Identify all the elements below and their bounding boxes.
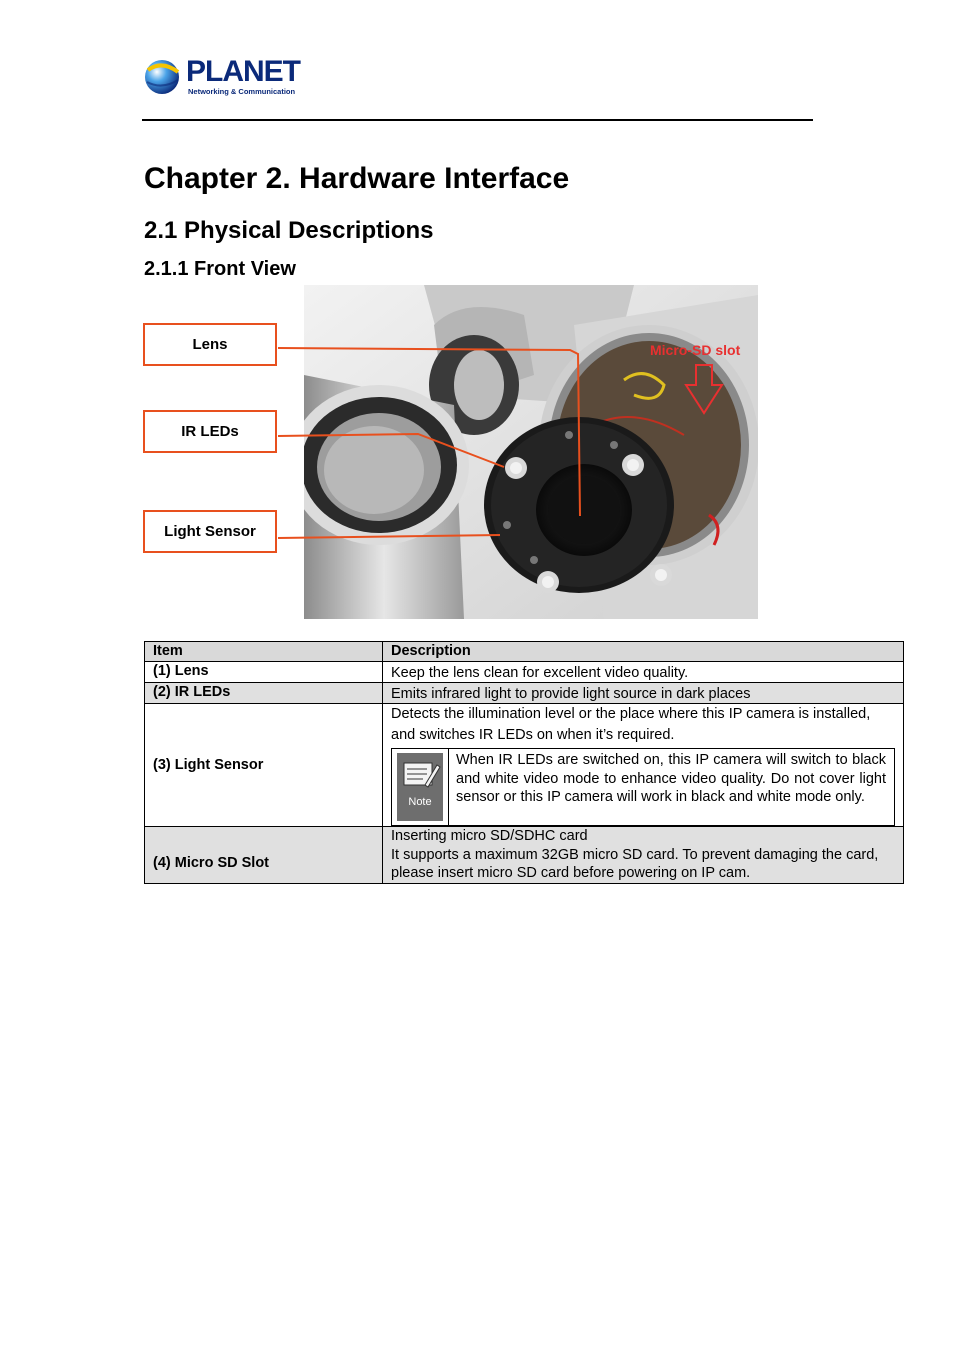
note-text: When IR LEDs are switched on, this IP camera will switch to black and white video mode to enhance video quality. Do not cover light sensor or this IP camera will work in black and white mode only. xyxy=(456,752,886,805)
light-sensor-description: Detects the illumination level or the place where this IP camera is installed, and switches IR LEDs on when it’s required. xyxy=(391,706,871,743)
sd-description-line: It supports a maximum 32GB micro SD card. To prevent damaging the card, please insert micro SD card before powering on IP cam. xyxy=(391,846,879,881)
row-item: (1) Lens xyxy=(145,662,383,683)
chapter-title: Chapter 2. Hardware Interface xyxy=(144,162,570,195)
callout-lens: Lens xyxy=(143,323,277,366)
callout-light-sensor: Light Sensor xyxy=(143,510,277,553)
planet-logo xyxy=(142,54,302,100)
row-description: Keep the lens clean for excellent video quality. xyxy=(383,662,904,683)
header-item: Item xyxy=(145,642,383,662)
sd-description-line: Inserting micro SD/SDHC card xyxy=(391,828,588,844)
table-header-row xyxy=(145,642,904,662)
note-icon-label: Note xyxy=(408,796,432,808)
row-item: (3) Light Sensor xyxy=(145,704,383,827)
table-row xyxy=(145,683,904,704)
row-description xyxy=(383,827,904,884)
micro-sd-label: Micro-SD slot xyxy=(650,342,741,358)
front-view-figure xyxy=(142,284,762,622)
note-icon-cell xyxy=(392,749,449,825)
brand-tagline: Networking & Communication xyxy=(188,87,296,96)
callout-ir-leds: IR LEDs xyxy=(143,410,277,453)
brand-name: PLANET xyxy=(186,55,300,88)
camera-front-photo xyxy=(304,285,758,619)
row-item: (4) Micro SD Slot xyxy=(145,827,383,884)
row-item: (2) IR LEDs xyxy=(145,683,383,704)
row-description: Emits infrared light to provide light source in dark places xyxy=(383,683,904,704)
section-title: 2.1 Physical Descriptions xyxy=(144,217,434,244)
table-row xyxy=(145,704,904,827)
front-view-table xyxy=(144,641,904,884)
subsection-title: 2.1.1 Front View xyxy=(144,258,296,280)
table-row xyxy=(145,662,904,683)
table-row xyxy=(145,827,904,884)
note-box xyxy=(391,748,895,826)
header-rule xyxy=(142,119,813,121)
row-description xyxy=(383,704,904,827)
header-description: Description xyxy=(383,642,904,662)
note-icon xyxy=(395,749,445,825)
globe-icon xyxy=(142,56,182,96)
